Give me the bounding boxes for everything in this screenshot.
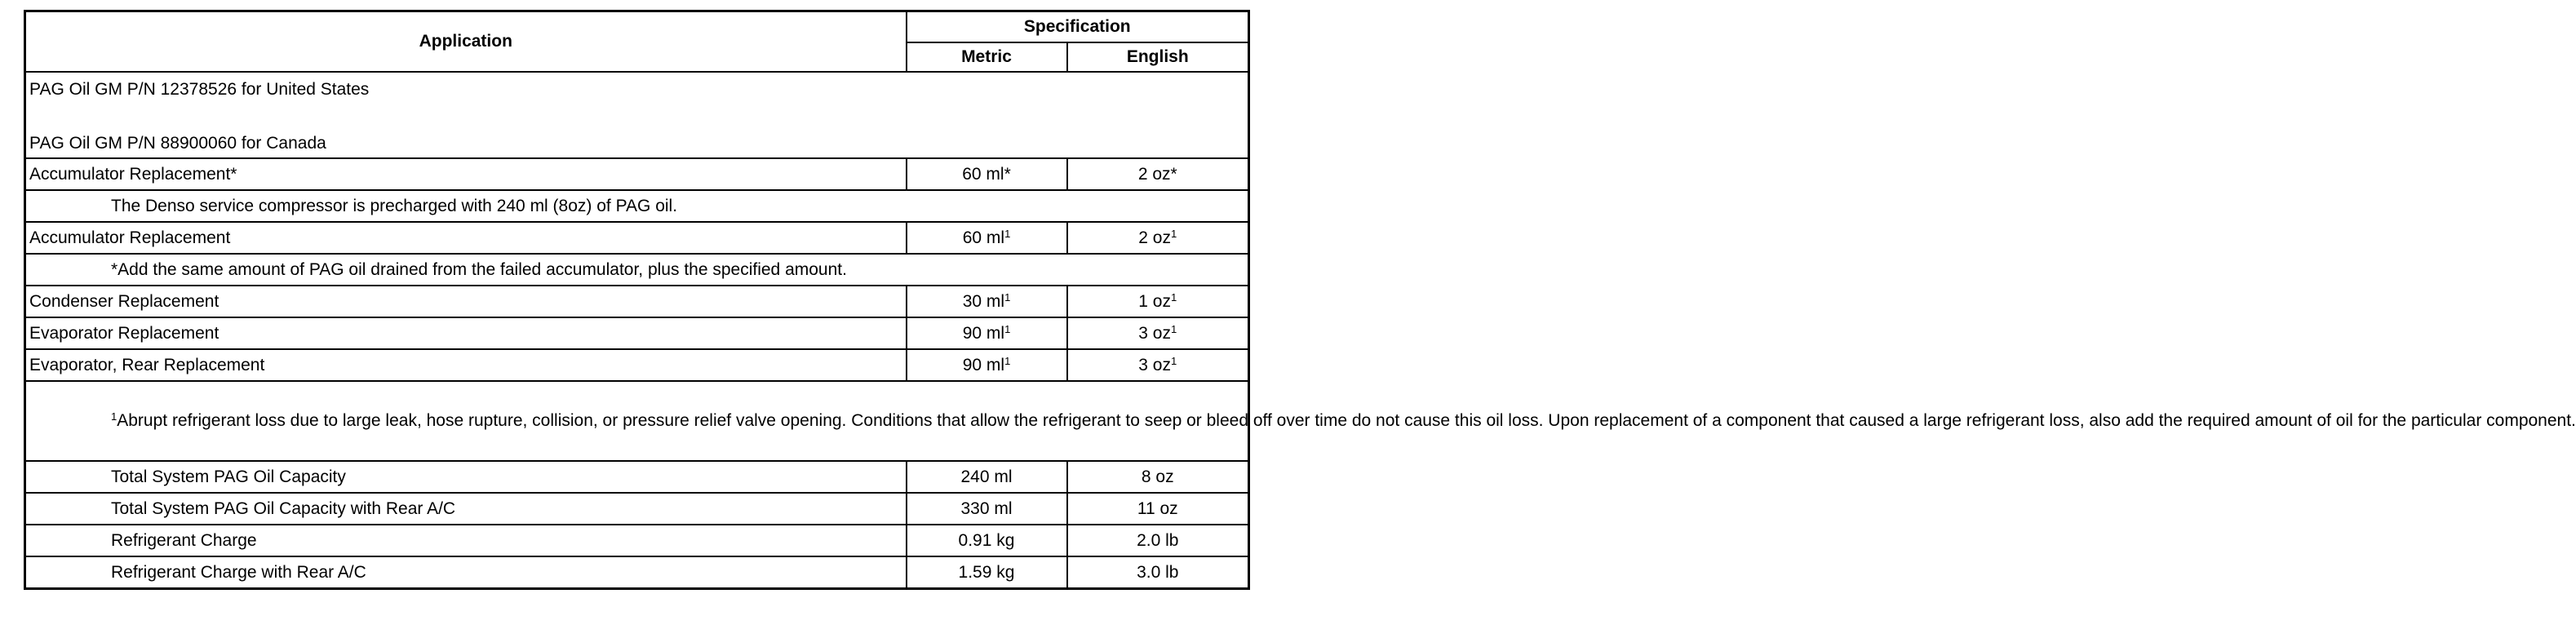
english-cell: [1067, 317, 1249, 349]
footnote-marker: 1: [1170, 354, 1177, 367]
note-cell: The Denso service compressor is precharged with 240 ml (8oz) of PAG oil.: [25, 190, 1249, 222]
table-row: [25, 222, 1249, 254]
metric-cell: 330 ml: [907, 493, 1067, 525]
footnote-marker: 1: [1004, 322, 1011, 335]
note-row: [25, 254, 1249, 286]
note-cell: *Add the same amount of PAG oil drained from the failed accumulator, plus the specified amount.: [25, 254, 1249, 286]
intro-line-us: PAG Oil GM P/N 12378526 for United States: [29, 80, 370, 99]
metric-cell: [907, 317, 1067, 349]
application-cell: Total System PAG Oil Capacity: [25, 461, 907, 493]
application-cell: Refrigerant Charge: [25, 525, 907, 556]
english-value: 3 oz: [1138, 355, 1171, 374]
footnote-text: Abrupt refrigerant loss due to large leak, hose rupture, collision, or pressure relief valve opening. Conditions that allow the refrigerant to seep or bleed off over time do not cause this oil loss. Upon replacement of a component that caused a large refrigerant loss, also add the required amount of oil for the particular component.: [117, 411, 2576, 430]
note-row: [25, 190, 1249, 222]
footnote-marker: 1: [1170, 227, 1177, 240]
table-row: [25, 158, 1249, 190]
table-row: [25, 286, 1249, 317]
metric-cell: [907, 286, 1067, 317]
metric-value: 30 ml: [962, 291, 1005, 311]
header-application: Application: [25, 11, 907, 72]
table-row: [25, 349, 1249, 381]
footnote-marker: 1: [111, 410, 117, 423]
specification-table-container: [24, 10, 2576, 590]
application-cell: Condenser Replacement: [25, 286, 907, 317]
english-cell: 11 oz: [1067, 493, 1249, 525]
application-cell: Refrigerant Charge with Rear A/C: [25, 556, 907, 589]
footnote-marker: 1: [1004, 354, 1011, 367]
english-cell: 2 oz*: [1067, 158, 1249, 190]
english-value: 2 oz: [1138, 228, 1171, 247]
metric-value: 90 ml: [962, 323, 1005, 343]
header-english: English: [1067, 42, 1249, 72]
intro-row: [25, 72, 1249, 158]
header-metric: Metric: [907, 42, 1067, 72]
metric-cell: [907, 222, 1067, 254]
application-cell: Accumulator Replacement: [25, 222, 907, 254]
specification-table: [24, 10, 2576, 590]
footnote-marker: 1: [1004, 227, 1011, 240]
intro-cell: [25, 72, 1249, 158]
footnote-row: [25, 381, 1249, 461]
header-specification: Specification: [907, 11, 1249, 42]
english-cell: 8 oz: [1067, 461, 1249, 493]
application-cell: Evaporator Replacement: [25, 317, 907, 349]
application-cell: Accumulator Replacement*: [25, 158, 907, 190]
footnote-marker: 1: [1170, 290, 1177, 303]
application-cell: Evaporator, Rear Replacement: [25, 349, 907, 381]
footnote-cell: [25, 381, 2576, 461]
table-row: [25, 461, 1249, 493]
metric-cell: 60 ml*: [907, 158, 1067, 190]
english-cell: 2.0 lb: [1067, 525, 1249, 556]
table-row: [25, 493, 1249, 525]
english-cell: 3.0 lb: [1067, 556, 1249, 589]
english-cell: [1067, 286, 1249, 317]
metric-cell: 1.59 kg: [907, 556, 1067, 589]
table-row: [25, 556, 1249, 589]
table-row: [25, 317, 1249, 349]
metric-value: 90 ml: [962, 355, 1005, 374]
english-cell: [1067, 222, 1249, 254]
footnote-marker: 1: [1170, 322, 1177, 335]
english-value: 1 oz: [1138, 291, 1171, 311]
english-cell: [1067, 349, 1249, 381]
metric-cell: 240 ml: [907, 461, 1067, 493]
application-cell: Total System PAG Oil Capacity with Rear A/C: [25, 493, 907, 525]
intro-line-canada: PAG Oil GM P/N 88900060 for Canada: [29, 134, 326, 153]
table-row: [25, 525, 1249, 556]
metric-value: 60 ml: [962, 228, 1005, 247]
metric-cell: [907, 349, 1067, 381]
english-value: 3 oz: [1138, 323, 1171, 343]
footnote-marker: 1: [1004, 290, 1011, 303]
metric-cell: 0.91 kg: [907, 525, 1067, 556]
